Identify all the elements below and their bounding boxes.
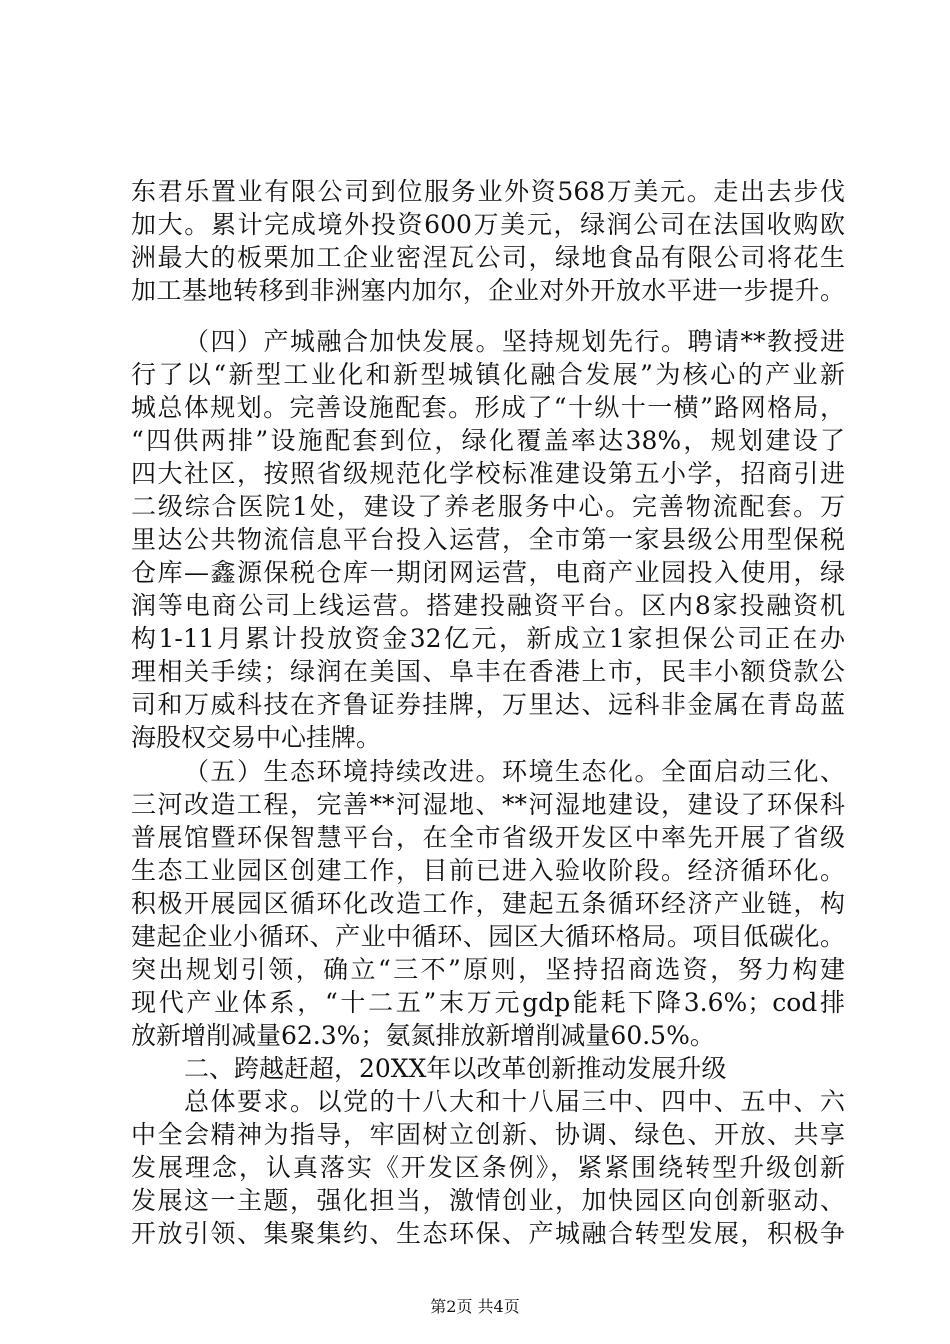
paragraph-line: 发展这一主题，强化担当，激情创业，加快园区向创新驱动、 — [131, 1186, 845, 1215]
paragraph-line: 三河改造工程，完善**河湿地、**河湿地建设，建设了环保科 — [131, 790, 845, 819]
paragraph-line: 中全会精神为指导，牢固树立创新、协调、绿色、开放、共享 — [131, 1120, 845, 1149]
paragraph-line: 城总体规划。完善设施配套。形成了“十纵十一横”路网格局， — [131, 393, 845, 422]
paragraph-line: 海股权交易中心挂牌。 — [131, 723, 382, 752]
paragraph-line: 加工基地转移到非洲塞内加尔，企业对外开放水平进一步提升。 — [131, 276, 845, 305]
paragraph-line: 积极开展园区循环化改造工作，建起五条循环经济产业链，构 — [131, 889, 845, 918]
paragraph-line: 润等电商公司上线运营。搭建投融资平台。区内8家投融资机 — [131, 591, 845, 620]
paragraph-line: 二级综合医院1处，建设了养老服务中心。完善物流配套。万 — [131, 492, 845, 521]
paragraph-line: 现代产业体系，“十二五”末万元gdp能耗下降3.6%；cod排 — [131, 988, 845, 1017]
paragraph-line: 突出规划引领，确立“三不”原则，坚持招商选资，努力构建 — [131, 955, 845, 984]
paragraph-line: 四大社区，按照省级规范化学校标准建设第五小学，招商引进 — [131, 459, 845, 488]
paragraph-line: 洲最大的板栗加工企业密涅瓦公司，绿地食品有限公司将花生 — [131, 243, 845, 272]
paragraph-line: 东君乐置业有限公司到位服务业外资568万美元。走出去步伐 — [131, 177, 845, 206]
paragraph-line: 建起企业小循环、产业中循环、园区大循环格局。项目低碳化。 — [131, 922, 845, 951]
paragraph-line: 构1-11月累计投放资金32亿元，新成立1家担保公司正在办 — [131, 624, 845, 653]
paragraph-line: 发展理念，认真落实《开发区条例》，紧紧围绕转型升级创新 — [131, 1153, 845, 1182]
paragraph-line: 仓库—鑫源保税仓库一期闭网运营，电商产业园投入使用，绿 — [131, 558, 845, 587]
paragraph-line: 开放引领、集聚集约、生态环保、产城融合转型发展，积极争 — [131, 1219, 845, 1248]
paragraph-line: 加大。累计完成境外投资600万美元，绿润公司在法国收购欧 — [131, 210, 845, 239]
page-number-footer: 第2页 共4页 — [430, 1297, 520, 1316]
paragraph-line: 生态工业园区创建工作，目前已进入验收阶段。经济循环化。 — [131, 856, 845, 885]
section-heading-line: （四）产城融合加快发展。坚持规划先行。聘请**教授进 — [184, 327, 845, 356]
paragraph-line: 司和万威科技在齐鲁证券挂牌，万里达、远科非金属在青岛蓝 — [131, 690, 845, 719]
paragraph-line: 普展馆暨环保智慧平台，在全市省级开发区中率先开展了省级 — [131, 823, 845, 852]
paragraph-line: 放新增削减量62.3%；氨氮排放新增削减量60.5%。 — [131, 1021, 715, 1050]
paragraph-line: “四供两排”设施配套到位，绿化覆盖率达38%，规划建设了 — [131, 426, 845, 455]
paragraph-line: 理相关手续；绿润在美国、阜丰在香港上市，民丰小额贷款公 — [131, 657, 845, 686]
paragraph-line: 总体要求。以党的十八大和十八届三中、四中、五中、六 — [184, 1087, 845, 1116]
paragraph-line: 行了以“新型工业化和新型城镇化融合发展”为核心的产业新 — [131, 360, 845, 389]
paragraph-line: 里达公共物流信息平台投入运营，全市第一家县级公用型保税 — [131, 525, 845, 554]
chapter-heading: 二、跨越赶超，20XX年以改革创新推动发展升级 — [184, 1054, 727, 1083]
section-heading-line: （五）生态环境持续改进。环境生态化。全面启动三化、 — [184, 757, 845, 786]
